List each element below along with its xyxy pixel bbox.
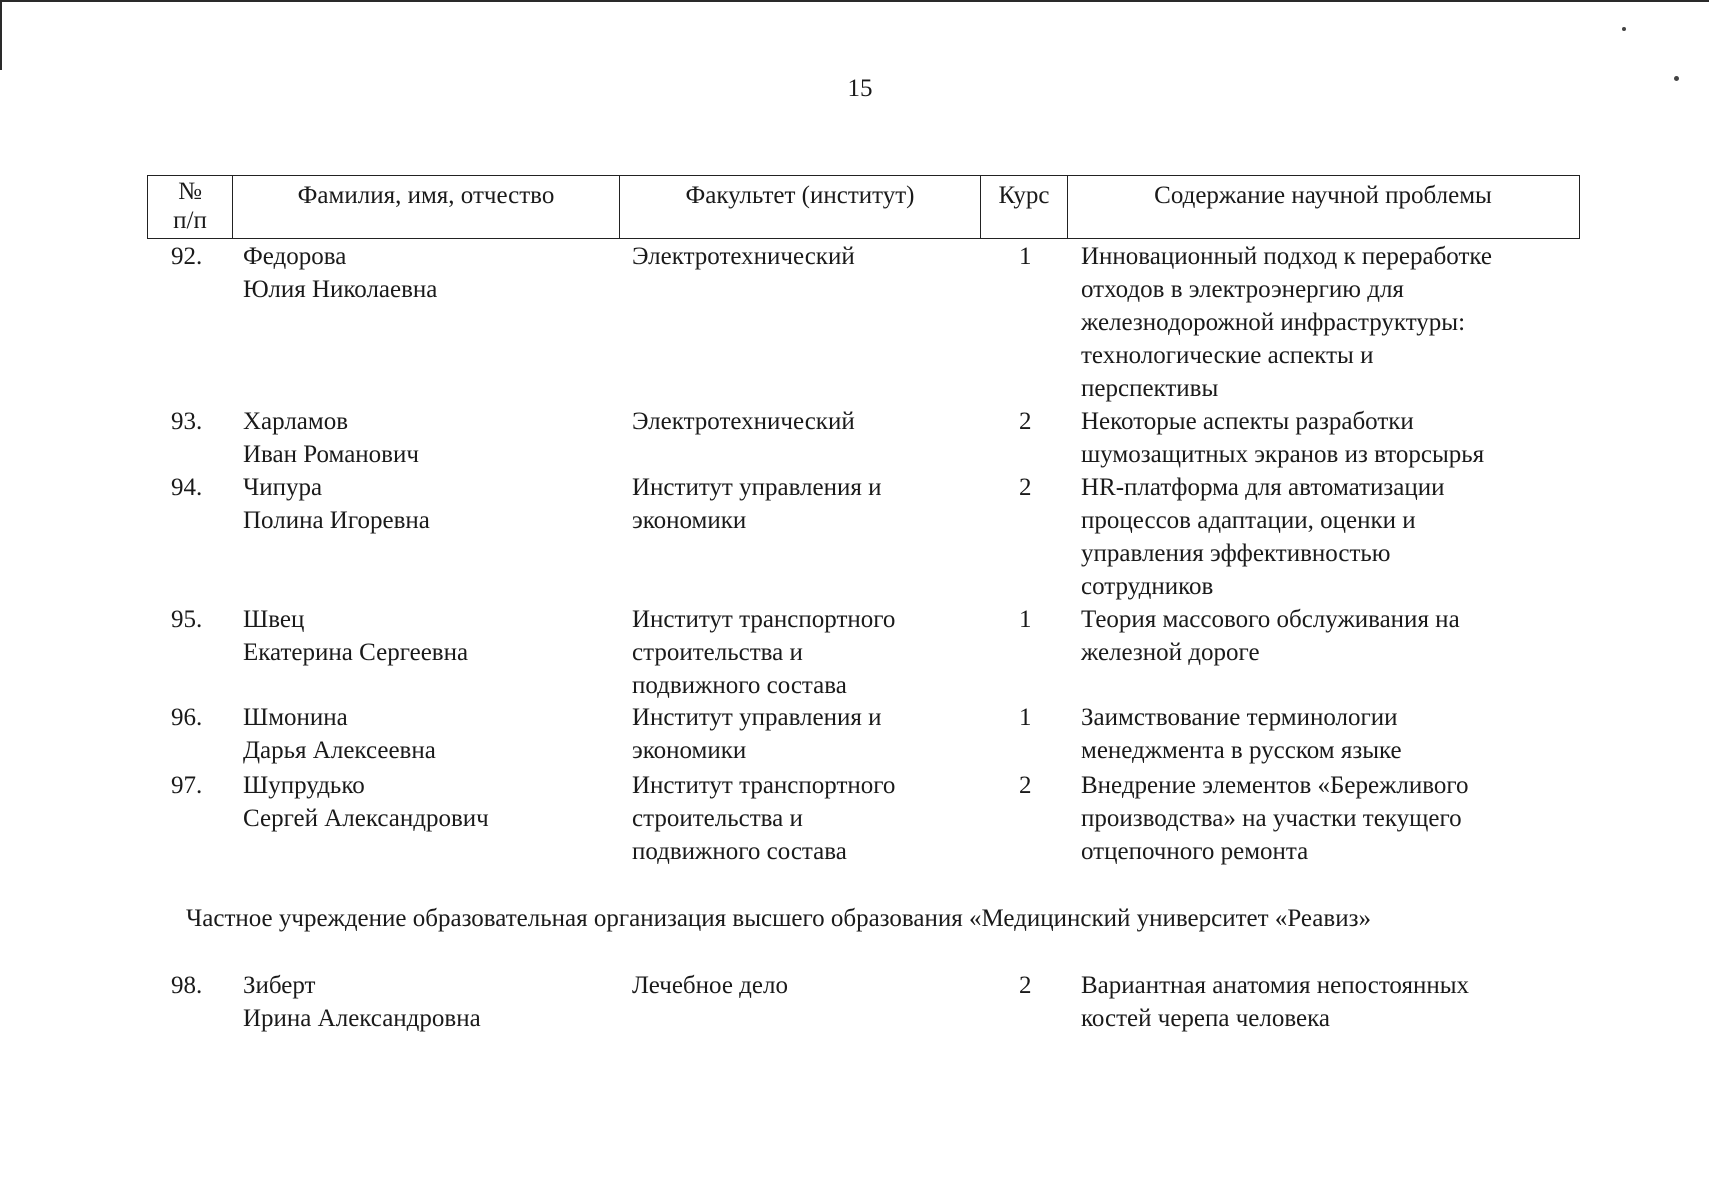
row-faculty: Институт транспортного строительства и подвижного состава (632, 606, 896, 699)
row-num: 96. (171, 704, 203, 731)
row-faculty: Лечебное дело (632, 972, 788, 999)
header-topic-label: Содержание научной проблемы (1154, 182, 1492, 209)
row-faculty: Институт транспортного строительства и подвижного состава (632, 772, 896, 865)
row-course: 1 (1019, 704, 1032, 731)
row-name: Шмонина Дарья Алексеевна (243, 704, 436, 764)
row-num: 94. (171, 474, 203, 501)
row-num: 97. (171, 772, 203, 799)
section-heading: Частное учреждение образовательная организация высшего образования «Медицинский университет «Реавиз» (186, 905, 1371, 932)
header-cell-name (233, 176, 620, 238)
row-name: Швец Екатерина Сергеевна (243, 606, 469, 666)
header-name-label: Фамилия, имя, отчество (297, 182, 555, 209)
row-num: 95. (171, 606, 203, 633)
header-cell-topic (1068, 176, 1578, 238)
row-topic: Теория массового обслуживания на железной дороге (1081, 606, 1460, 666)
row-topic: Вариантная анатомия непостоянных костей черепа человека (1081, 972, 1470, 1032)
header-faculty-label: Факультет (институт) (685, 182, 915, 209)
row-course: 1 (1019, 606, 1032, 633)
row-num: 92. (171, 243, 203, 270)
row-course: 2 (1019, 408, 1032, 435)
row-num: 93. (171, 408, 203, 435)
row-faculty: Электротехнический (632, 243, 855, 270)
page-number: 15 (847, 75, 873, 102)
row-faculty: Институт управления и экономики (632, 474, 882, 534)
row-topic: Некоторые аспекты разработки шумозащитных экранов из вторсырья (1081, 408, 1485, 468)
row-name: Шупрудько Сергей Александрович (243, 772, 489, 832)
row-course: 2 (1019, 972, 1032, 999)
scan-speck (1674, 76, 1679, 81)
row-topic: Внедрение элементов «Бережливого производства» на участки текущего отцепочного ремонта (1081, 772, 1469, 865)
scan-speck (1622, 27, 1626, 31)
row-topic: Заимствование терминологии менеджмента в русском языке (1081, 704, 1402, 764)
table-header (147, 175, 1580, 239)
row-course: 1 (1019, 243, 1032, 270)
row-faculty: Институт управления и экономики (632, 704, 882, 764)
scan-top-border (0, 0, 1709, 2)
row-num: 98. (171, 972, 203, 999)
row-name: Федорова Юлия Николаевна (243, 243, 438, 303)
header-cell-faculty (620, 176, 981, 238)
row-name: Чипура Полина Игоревна (243, 474, 430, 534)
row-faculty: Электротехнический (632, 408, 855, 435)
row-name: Зиберт Ирина Александровна (243, 972, 481, 1032)
header-course-label: Курс (998, 182, 1050, 209)
header-cell-course (981, 176, 1068, 238)
row-name: Харламов Иван Романович (243, 408, 419, 468)
row-topic: Инновационный подход к переработке отходов в электроэнергию для железнодорожной инфраструктуры: технологические аспекты и перспективы (1081, 243, 1492, 402)
row-topic: HR-платформа для автоматизации процессов адаптации, оценки и управления эффективностью сотрудников (1081, 474, 1445, 600)
row-course: 2 (1019, 772, 1032, 799)
scan-left-border (0, 0, 2, 70)
row-course: 2 (1019, 474, 1032, 501)
header-num-label: № п/п (173, 178, 207, 234)
header-cell-num (148, 176, 233, 238)
